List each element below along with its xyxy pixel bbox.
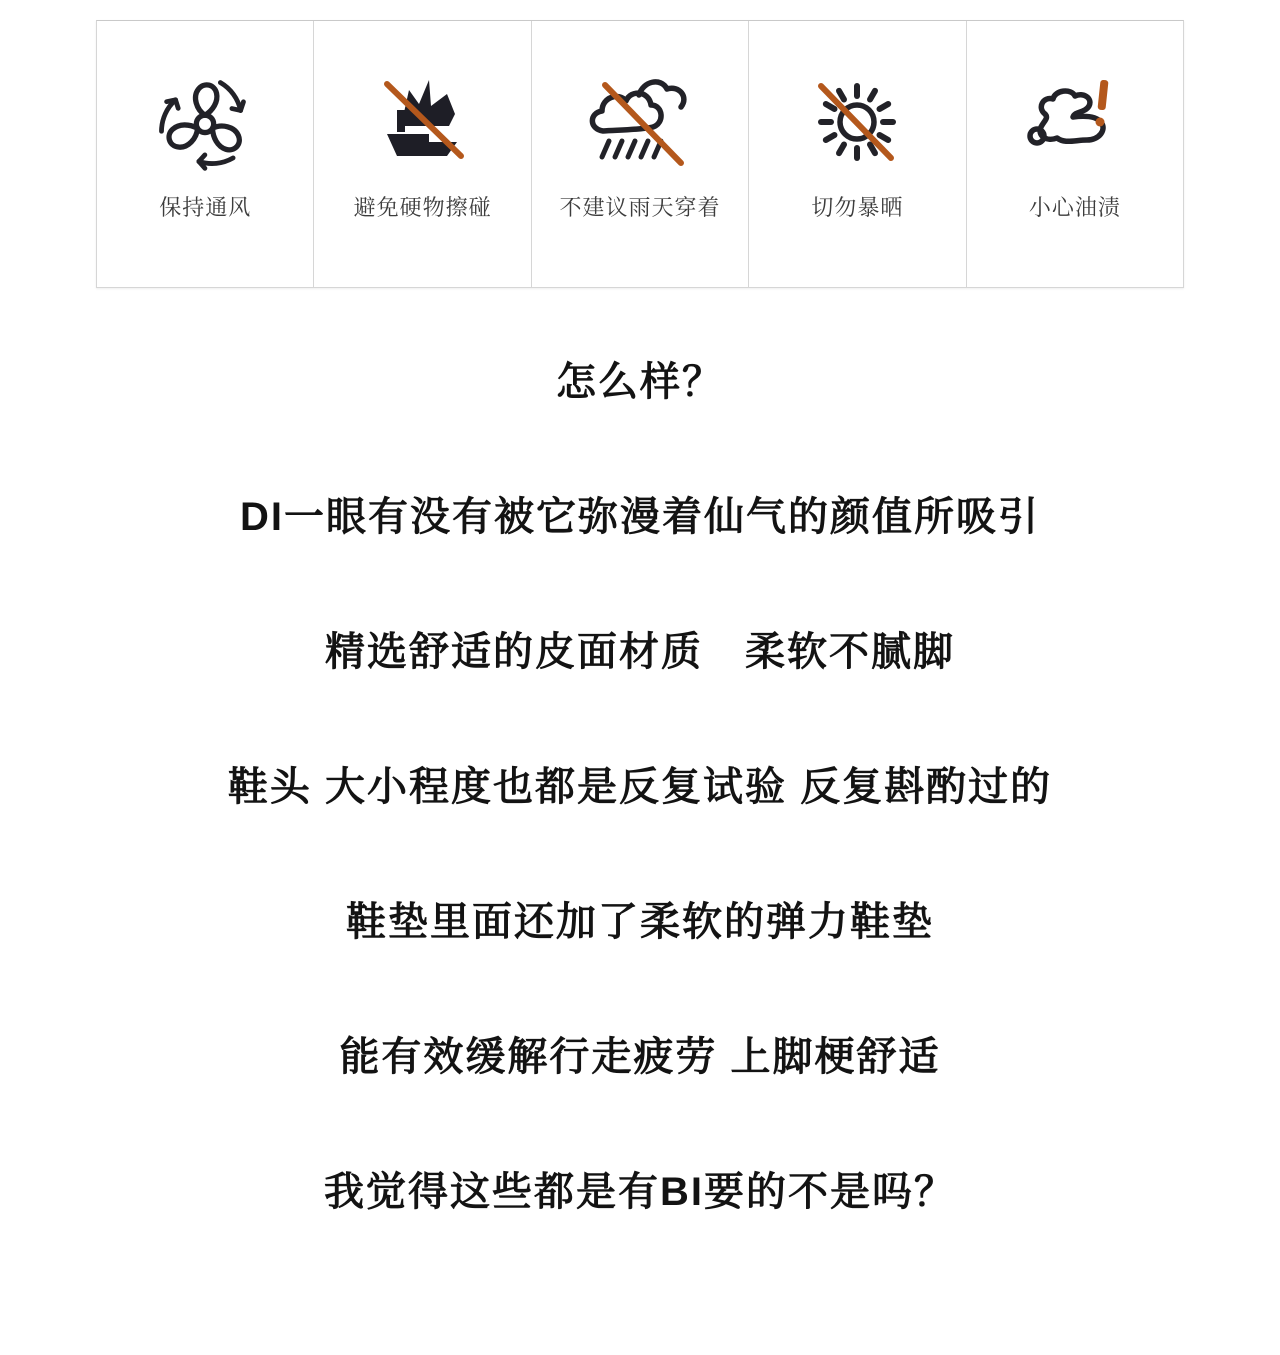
care-item-no-rain: [532, 21, 749, 287]
care-item-no-hard-objects: [314, 21, 531, 287]
oil-stain-warning-icon: [1019, 65, 1131, 179]
copy-line-fatigue: 能有效缓解行走疲劳 上脚梗舒适: [339, 1035, 941, 1079]
copy-line-first-glance: DI一眼有没有被它弥漫着仙气的颜值所吸引: [240, 495, 1040, 539]
care-label-no-rain: 不建议雨天穿着: [559, 195, 721, 220]
fan-icon: [155, 65, 255, 179]
care-item-oil-stain: [967, 21, 1183, 287]
no-sun-exposure-icon: [805, 65, 909, 179]
care-instructions-strip: [96, 20, 1184, 288]
copy-line-material: 精选舒适的皮面材质 柔软不腻脚: [325, 630, 955, 674]
no-rain-wear-icon: [581, 65, 699, 179]
care-label-oil-stain: 小心油渍: [1028, 195, 1121, 220]
copy-line-necessary: 我觉得这些都是有BI要的不是吗？: [324, 1170, 956, 1214]
copy-line-insole: 鞋垫里面还加了柔软的弹力鞋垫: [346, 900, 934, 944]
marketing-copy: [0, 355, 1280, 1219]
no-hard-objects-icon: [371, 65, 475, 179]
care-label-no-hard-objects: 避免硬物擦碰: [353, 195, 492, 220]
care-item-no-sun: [749, 21, 966, 287]
copy-line-toe-testing: 鞋头 大小程度也都是反复试验 反复斟酌过的: [227, 765, 1053, 809]
care-label-ventilation: 保持通风: [159, 195, 252, 220]
care-label-no-sun: 切勿暴晒: [811, 195, 904, 220]
care-item-ventilation: [97, 21, 314, 287]
copy-line-how-about-it: 怎么样？: [556, 360, 724, 404]
